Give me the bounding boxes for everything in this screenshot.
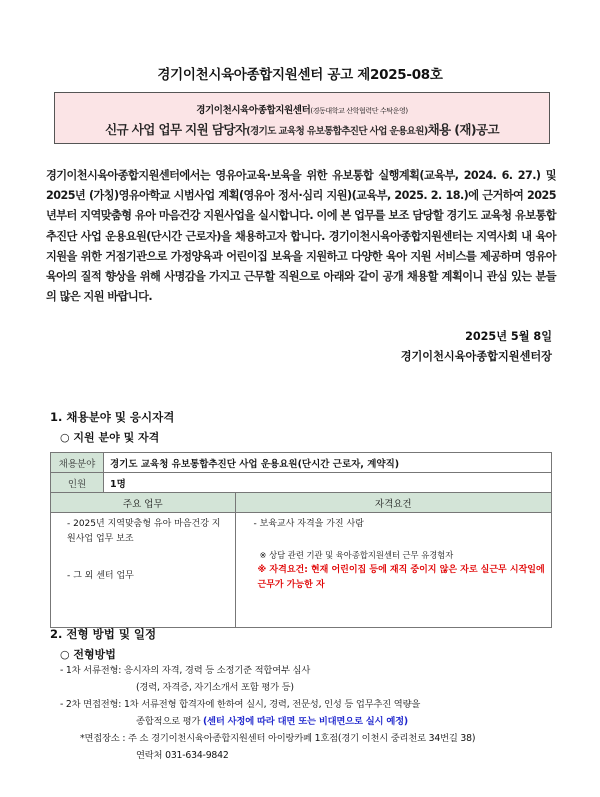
count-label: 인원 <box>51 473 104 493</box>
col-qual-header: 자격요건 <box>235 493 551 513</box>
interview-place: *면접장소 : 주 소 경기이천시육아종합지원센터 아이랑카페 1호점(경기 이천시 중리천로 34번길 38) <box>80 733 476 744</box>
qual-cell <box>235 513 551 628</box>
screen-step-2-cont <box>136 714 408 731</box>
screen-step-2-b: 종합적으로 평가 <box>136 716 201 727</box>
section2-sub: ○ 전형방법 <box>60 648 116 661</box>
recruit-table <box>50 452 552 628</box>
org-note: (경동대학교 산학협력단 수탁운영) <box>310 107 408 115</box>
header-box <box>54 92 550 144</box>
contact-phone: 연락처 031-634-9842 <box>136 750 229 761</box>
screen-step-2: - 2차 면접전형: 1차 서류전형 합격자에 한하여 실시, 경력, 전문성, 인성 등 업무추진 역량을 <box>60 699 421 710</box>
headline-b: (경기도 교육청 유보통합추진단 사업 운용요원) <box>246 126 428 137</box>
screen-step-1: - 1차 서류전형: 응시자의 자격, 경력 등 소정기준 적합여부 심사 <box>60 665 311 676</box>
col-duty-header: 주요 업무 <box>51 493 236 513</box>
notice-title: 경기이천시육아종합지원센터 공고 제2025-08호 <box>157 67 443 83</box>
screen-step-2-c: (센터 사정에 따라 대면 또는 비대면으로 실시 예정) <box>203 716 408 727</box>
qual-1: - 보육교사 자격을 가진 사람 <box>253 519 364 529</box>
org-line <box>55 102 549 116</box>
section1-sub: ○ 지원 분야 및 자격 <box>60 431 160 444</box>
screen-step-1-note: (경력, 자격증, 자기소개서 포함 평가 등) <box>136 682 294 693</box>
headline <box>55 120 549 138</box>
qual-2: ※ 상담 관련 기관 및 육아종합지원센터 근무 유경험자 <box>259 550 454 560</box>
duty-cell <box>51 513 236 628</box>
count-value: 1명 <box>104 473 552 493</box>
org-name: 경기이천시육아종합지원센터 <box>196 105 311 116</box>
signer: 경기이천시육아종합지원센터장 <box>400 350 552 363</box>
field-label: 채용분야 <box>51 453 104 473</box>
qual-3: ※ 자격요건: 현재 어린이집 등에 재직 중이지 않은 자로 실근무 시작일에 근무가 가능한 자 <box>257 565 545 590</box>
field-value: 경기도 교육청 유보통합추진단 사업 운용요원(단시간 근로자, 계약직) <box>104 453 552 473</box>
duty-2: - 그 외 센터 업무 <box>67 571 134 581</box>
intro-paragraph: 경기이천시육아종합지원센터에서는 영유아교육·보육을 위한 유보통합 실행계획(교육부, 2024. 6. 27.) 및 2025년 (가칭)영유아학교 시범사업 계획(영유아 정서·심리 지원)(교육부, 2025. 2. 18.)에 근거하여 2025년부터 지역맞춤형 유아 마음건강 지원사업을 실시합니다. 이에 본 업무를 보조 담당할 경기도 교육청 유보통합추진단 사업 운용요원(단시간 근로자)을 채용하고자 합니다. 경기이천시육아종합지원센터는 지역사회 내 육아지원을 위한 거점기관으로 가정양육과 어린이집 보육을 지원하고 다양한 육아 지원 서비스를 제공하며 영유아 육아의 질적 향상을 위해 사명감을 가지고 근무할 직원으로 아래와 같이 공개 채용할 계획이니 관심 있는 분들의 많은 지원 바랍니다. <box>46 169 556 304</box>
notice-date: 2025년 5월 8일 <box>465 330 552 343</box>
section2-heading: 2. 전형 방법 및 일정 <box>50 627 157 641</box>
section1-heading: 1. 채용분야 및 응시자격 <box>50 410 175 424</box>
duty-1: - 2025년 지역맞춤형 유아 마음건강 지원사업 업무 보조 <box>67 519 221 544</box>
headline-c: 채용 (재)공고 <box>427 122 499 137</box>
headline-a: 신규 사업 업무 지원 담당자 <box>105 122 247 137</box>
